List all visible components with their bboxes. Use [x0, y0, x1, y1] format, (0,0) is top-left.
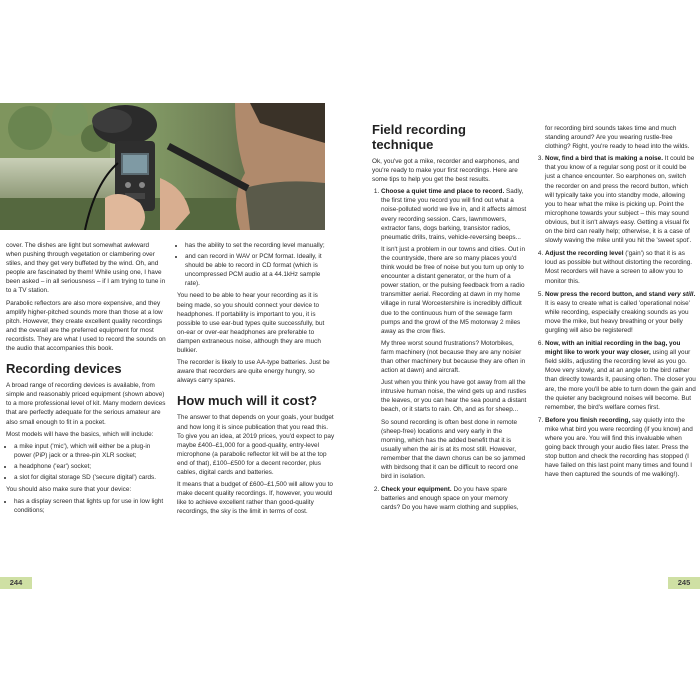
heading-recording-devices: Recording devices: [6, 361, 122, 377]
step-5: 5. Now press the record button, and stand very still. It is easy to create what is called 'operational noise' while recording, especially creaking sounds as you move the mike, but heavy breathing or your belly gurgling will also be registered!: [545, 290, 696, 335]
step-text: Do you have spare batteries and enough space on your memory cards? Do you have warm clothing and supplies,: [381, 486, 519, 512]
list-item: • a slot for digital storage SD ('secure digital') cards.: [14, 473, 166, 482]
page-number-right: 245: [668, 577, 700, 589]
list-item: • a headphone ('ear') socket;: [14, 462, 166, 471]
paragraph: You should also make sure that your device:: [6, 486, 132, 494]
paragraph: My three worst sound frustrations? Motorbikes, farm machinery (not because they are any noisier than other machinery but because they are often in action at dawn) and aircraft.: [381, 339, 526, 375]
step-text: It is easy to create what is called 'operational noise' while recording, especially creaking sounds as you move the mike, but heavy breathing or your belly gurgling will also be registered!: [545, 299, 690, 334]
paragraph: The recorder is likely to use AA-type batteries. Just be aware that recorders are quite energy hungry, so always carry spares.: [177, 359, 330, 385]
step-emphasis: very still: [667, 290, 694, 298]
paragraph: The answer to that depends on your goals, your budget and how long it is since publication that you read this. To give you an idea, at 2019 prices, you'd expect to pay maybe £400–£1,000 for a good-quality, entry-level microphone (a parabolic reflector kit will be at the top end of that), £100–£500 for a decent recorder, plus cables, digital cards and batteries.: [177, 414, 335, 476]
step-text: ('gain') so that it is as loud as possible but without distorting the recording. Most recorders will have a screen to allow you to monitor this.: [545, 250, 693, 285]
technique-steps: [372, 187, 528, 512]
step-title: Now press the record button, and stand: [545, 290, 666, 298]
list-item: • has the ability to set the recording level manually;: [185, 241, 335, 250]
device-list-continued: [177, 241, 335, 288]
step-title: Now, find a bird that is making a noise.: [545, 155, 664, 163]
step-title: Check your equipment.: [381, 486, 452, 494]
step-text: using all your field skills, adjusting the recording level as you go. Move very slowly, and at an angle to the bird rather than directly towards it, pausing often. The closer you are, the more you'll be able to turn down the gain and the quieter any background noises will become. But remember, the bird's welfare comes first.: [545, 349, 696, 411]
basics-list: [6, 442, 166, 482]
paragraph: It means that a budget of £600–£1,500 will allow you to make decent quality recordings. If, however, you would like to achieve excellent rather than good-quality recordings, the sky is the limit in terms of cost.: [177, 481, 333, 516]
paragraph: Ok, you've got a mike, recorder and earphones, and you're ready to make your first recordings. Here are some tips to help you get the best results.: [372, 158, 520, 184]
step-1: [381, 187, 528, 481]
paragraph: You need to be able to hear your recording as it is being made, so you should connect your device to headphones. If portability is important to you, it is possible to use ear-bud types quite successfully, but on-ear or over-ear headphones are preferable to dampen extraneous noise, although they are much bulkier.: [177, 292, 325, 355]
paragraph: It isn't just a problem in our towns and cities. Out in the countryside, there are so many places you'd think would be free of noise but you turn up only to encounter a distant generator, or the hum of a power station, or the pulsing feedback from a radio transmitter aerial. Recording at dawn in my home village in rural Worcestershire is incredibly difficult due to the continuous hum of the sewage farm pumps and the growl of the M5 motorway 2 miles away as the crow flies.: [381, 245, 526, 335]
paragraph: for recording bird sounds takes time and much standing around? Are you wearing rustle-free clothing? Right, you're ready to head into the wilds.: [545, 125, 690, 151]
step-title: Before you finish recording,: [545, 416, 631, 424]
heading-field-recording: Field recording technique: [372, 122, 466, 152]
right-page-column-2: [536, 124, 696, 483]
left-page-column-2: [177, 241, 335, 519]
step-title: Now, with an initial recording in the bag, you might like to work your way closer,: [545, 340, 681, 357]
step-title: Adjust the recording level: [545, 250, 624, 258]
step-2: [381, 485, 528, 512]
right-page-column-1: [372, 122, 528, 516]
left-page-column-1: [6, 241, 166, 518]
list-item: • has a display screen that lights up for use in low light conditions;: [14, 497, 166, 515]
device-list: [6, 497, 166, 515]
paragraph: A broad range of recording devices is available, from simple and reasonably priced equipment (shown above) to a more professional level of kit. Many modern devices that are perfectly adequate for the serious amateur are also small enough to fit in a pocket.: [6, 382, 166, 426]
step-3: [545, 154, 696, 245]
paragraph: Just when you think you have got away from all the intrusive human noise, the wind gets up and rustles the leaves, or you can hear the sea pound a distant beach, or it starts to rain. Oh, and as for sheep...: [381, 379, 527, 414]
paragraph: Most models will have the basics, which will include:: [6, 430, 154, 438]
field-recorder-photo: [0, 103, 325, 230]
heading-cost: How much will it cost?: [177, 393, 318, 409]
step-title: Choose a quiet time and place to record.: [381, 188, 505, 196]
paragraph: So sound recording is often best done in remote (sheep-free) locations and very early in the morning, which has the added benefit that it is usually when the air is at its most still. However, remember that the dawn chorus can be so jammed with birdsong that it can be difficult to record one bird in isolation.: [381, 418, 526, 481]
step-text: It could be that you know of a regular song post or it could be just a chance encounter. So earphones on, switch the recorder on and press the record button, which will typically take you into standby mode, allowing you to hear what the mike is picking up. Point the microphone towards your subject – this may sound obvious, but it isn't always easy. Getting a visual fix on the bird can really help; otherwise, it is a case of slowly waving the mike until you hit the 'sweet spot'.: [545, 155, 695, 245]
list-item: • and can record in WAV or PCM format. Ideally, it should be able to record in CD format (which is uncompressed PCM audio at a 44.1kHz sample rate).: [185, 252, 335, 288]
list-item: • a mike input ('mic'), which will either be a plug-in power (PiP) jack or a three-pin XLR socket;: [14, 442, 166, 460]
page-number-left: 244: [0, 577, 32, 589]
technique-steps-continued: [536, 154, 696, 479]
step-6: [545, 339, 696, 412]
step-4: [545, 249, 696, 285]
paragraph: cover. The dishes are light but somewhat awkward when pushing through vegetation or clambering over stiles, and they get very buffeted by the wind. Oh, and people are fascinated by them! While using one, I have been asked – in all seriousness – if I am trying to tune in to a TV station.: [6, 242, 166, 295]
step-7: [545, 416, 696, 480]
step-text: say quietly into the mike what bird you were recording (if you know) and where you are. You will find this invaluable when going back through your audio files later. Press the stop button and check the recording has stopped (I have failed on this last point many times and found I have then captured the sounds of me walking!).: [545, 416, 693, 479]
paragraph: Parabolic reflectors are also more expensive, and they amplify higher-pitched sounds more than those at a low pitch. However, they create excellent quality recordings and the overall are the preferred equipment for most recordists. They are what I used to record the sounds on the audio that accompanies this book.: [6, 299, 166, 353]
step-text: Sadly, the first time you record you will find out what a noise-polluted world we live in, and it affects almost every recording session. Cars, lawnmowers, extractor fans, dogs barking, transistor radios, pneumatic drills, trains, vehicle-reversing beeps...: [381, 188, 527, 241]
